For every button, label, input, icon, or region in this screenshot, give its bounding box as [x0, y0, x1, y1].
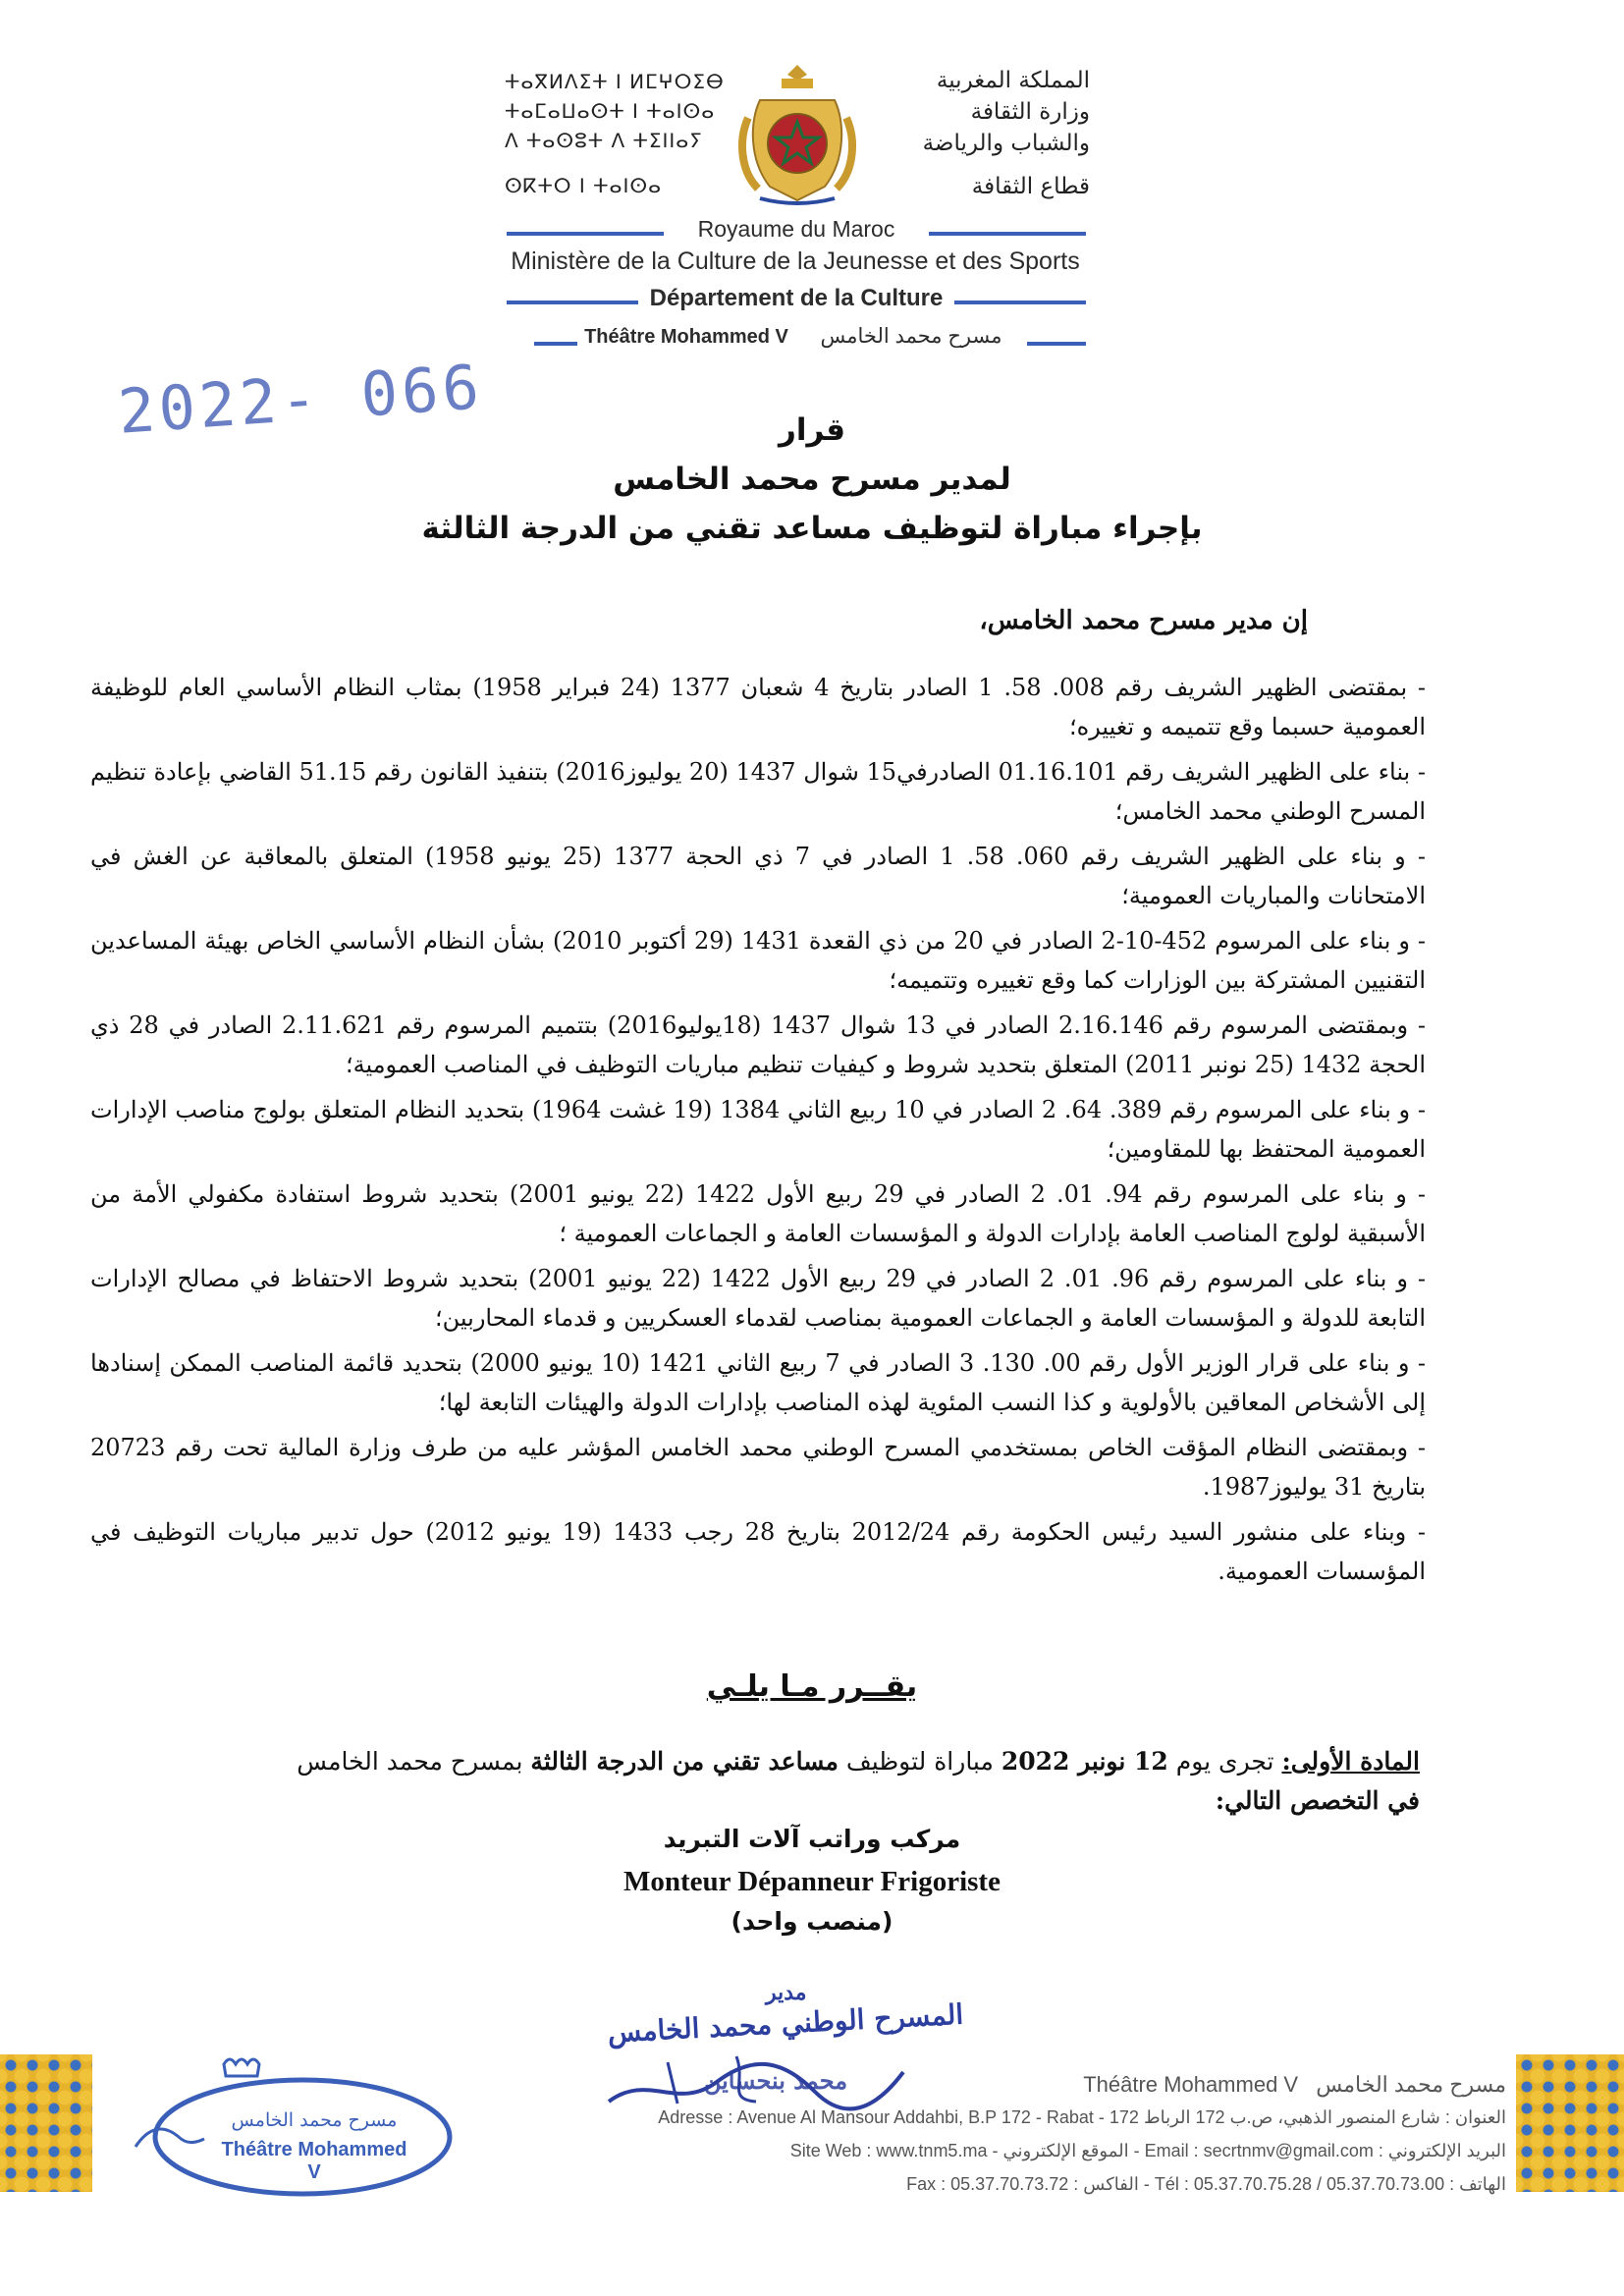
specialty-label: في التخصص التالي:: [1215, 1786, 1420, 1815]
consideration-item: - بمقتضى الظهير الشريف رقم 008. 58. 1 الصادر بتاريخ 4 شعبان 1377 (24 فبراير 1958) بمثاب النظام الأساسي العام للوظيفة العمومية حسبما وقع تتميمه و تغييره؛: [90, 674, 1427, 740]
decorative-pattern-right: [1516, 2054, 1624, 2192]
tifinagh-line: ⴷ ⵜⴰⵙⵓⵜ ⴷ ⵜⵉⵏⵏⴰⵢ: [505, 129, 703, 152]
article-text: تجرى يوم: [1175, 1747, 1274, 1776]
consideration-item: - بناء على الظهير الشريف رقم 01.16.101 الصادرفي15 شوال 1437 (20 يوليوز2016) بتنفيذ القانون رقم 51.15 القاضي بإعادة تنظيم المسرح الوطني محمد الخامس؛: [90, 758, 1427, 825]
specialty-fr: Monteur Dépanneur Frigoriste: [623, 1866, 1001, 1897]
arabic-header-line: والشباب والرياضة: [922, 131, 1090, 156]
footer-phone-fax: Fax : 05.37.70.73.72 : الفاكس - Tél : 05.37.70.75.28 / 05.37.70.73.00 : الهاتف: [906, 2174, 1506, 2194]
tifinagh-line: ⵜⴰⴳⵍⴷⵉⵜ ⵏ ⵍⵎⵖⵔⵉⴱ: [505, 70, 725, 93]
consideration-item: - وبناء على منشور السيد رئيس الحكومة رقم 2012/24 بتاريخ 28 رجب 1433 (19 يونيو 2012) حول تدبير مباريات التوظيف في المؤسسات العمومية.: [90, 1518, 1427, 1585]
considerations-list: [90, 668, 1426, 1597]
tifinagh-header: [505, 67, 731, 200]
header-rule-right: [929, 232, 1086, 236]
consideration-item: - و بناء على الظهير الشريف رقم 060. 58. 1 الصادر في 7 ذي الحجة 1377 (25 يونيو 1958) المتعلق بالمعاقبة عن الغش في الامتحانات والمباريات العمومية؛: [90, 843, 1426, 909]
consideration-item: - وبمقتضى المرسوم رقم 2.16.146 الصادر في 13 شوال 1437 (18يوليو2016) بتتميم المرسوم رقم 2.11.621 الصادر في 28 ذي الحجة 1432 (25 نونبر 2011) المتعلق بتحديد شروط و كيفيات تنظيم مباريات التوظيف في المناصب العمومية؛: [90, 1011, 1426, 1078]
consideration-item: - و بناء على المرسوم 452-10-2 الصادر في 20 من ذي القعدة 1431 (29 أكتوبر 2010) بشأن النظام الأساسي الخاص بهيئة المساعدين التقنيين المشتركة بين الوزارات كما وقع تغييره وتتميمه؛: [90, 927, 1426, 994]
specialty-ar: مركب وراتب آلات التبريد: [663, 1825, 961, 1853]
tifinagh-line: ⵙⴽⵜⵔ ⵏ ⵜⴰⵏⵙⴰ: [505, 174, 663, 197]
arabic-header: [864, 65, 1090, 202]
signatory-name: محمد بنحساين: [703, 2066, 848, 2095]
signature-role: المسرح الوطني محمد الخامس: [607, 1997, 964, 2050]
header-rule-left: [507, 232, 664, 236]
footer-web-email: Site Web : www.tnm5.ma - الموقع الإلكتروني - Email : secrtnmv@gmail.com : البريد الإلكتروني: [789, 2141, 1506, 2160]
header-rule-left: [534, 342, 577, 346]
header-rule-left: [507, 301, 638, 304]
positions-count: (منصب واحد): [731, 1907, 893, 1936]
arabic-header-line: وزارة الثقافة: [970, 99, 1090, 125]
competition-date: 12 نونبر 2022: [1001, 1747, 1168, 1776]
ministry-label: Ministère de la Culture de la Jeunesse et des Sports: [511, 247, 1080, 275]
header-rule-right: [954, 301, 1086, 304]
theatre-logo: [128, 2052, 461, 2200]
article-text: بمسرح محمد الخامس: [297, 1747, 523, 1776]
consideration-item: - و بناء على المرسوم رقم 96. 01. 2 الصادر في 29 ربيع الأول 1422 (22 يونيو 2001) بتحديد شروط الاحتفاظ في مصالح الإدارات التابعة للدولة و المؤسسات العامة و الجماعات العمومية بمناصب لقدماء العسكريين و قدماء المحاربين؛: [90, 1265, 1427, 1332]
consideration-item: - و بناء على المرسوم رقم 94. 01. 2 الصادر في 29 ربيع الأول 1422 (22 يونيو 2001) بتحديد شروط استفادة مكفولي الأمة من الأسبقية لولوج المناصب العامة بإدارات الدولة و المؤسسات العامة و الجماعات العمومية ؛: [90, 1180, 1427, 1247]
coat-of-arms-logo: [731, 61, 864, 208]
document-subject: بإجراء مباراة لتوظيف مساعد تقني من الدرجة الثالثة: [421, 511, 1203, 546]
kingdom-label: Royaume du Maroc: [697, 216, 895, 242]
theatre-label-ar: مسرح محمد الخامس: [820, 325, 1002, 348]
consideration-item: - وبمقتضى النظام المؤقت الخاص بمستخدمي المسرح الوطني محمد الخامس المؤشر عليه من طرف وزارة المالية تحت رقم 20723 بتاريخ 31 يوليوز1987.: [90, 1434, 1427, 1501]
article-label: المادة الأولى:: [1281, 1747, 1420, 1776]
footer-theatre-ar: مسرح محمد الخامس: [1316, 2072, 1506, 2097]
logo-text-fr: Théâtre Mohammed V: [221, 2139, 407, 2183]
department-label: Département de la Culture: [649, 285, 944, 311]
intro-line: إن مدير مسرح محمد الخامس،: [979, 606, 1308, 635]
position-title: مساعد تقني من الدرجة الثالثة: [530, 1747, 839, 1776]
article-text: مباراة لتوظيف: [845, 1747, 994, 1776]
decorative-pattern-left: [0, 2054, 92, 2192]
footer-theatre-name: [1021, 2072, 1506, 2098]
document-subtitle: لمدير مسرح محمد الخامس: [613, 462, 1011, 497]
footer-theatre-fr: Théâtre Mohammed V: [1083, 2072, 1299, 2097]
decides-heading: يقــرر مـا يلـي: [706, 1669, 918, 1704]
tifinagh-line: ⵜⴰⵎⴰⵡⴰⵙⵜ ⵏ ⵜⴰⵏⵙⴰ: [505, 99, 716, 123]
consideration-item: - و بناء على قرار الوزير الأول رقم 00. 130. 3 الصادر في 7 ربيع الثاني 1421 (10 يونيو 2000) بتحديد قائمة المناصب الممكن إسنادها إلى الأشخاص المعاقين بالأولوية و كذا النسب المئوية لهذه المناصب بإدارات الدولة والهيئات التابعة لها؛: [90, 1349, 1426, 1416]
reference-number-stamp: 2022- 066: [115, 351, 486, 448]
signature-role-small: مدير: [766, 1980, 807, 2005]
arabic-header-line: قطاع الثقافة: [971, 174, 1090, 199]
logo-text-ar: مسرح محمد الخامس: [231, 2109, 398, 2131]
article-one: [147, 1742, 1420, 1821]
footer-address: Adresse : Avenue Al Mansour Addahbi, B.P 172 - Rabat - 172 العنوان : شارع المنصور الذهبي، ص.ب 172 الرباط: [658, 2107, 1506, 2127]
theatre-label-fr: Théâtre Mohammed V: [584, 326, 788, 348]
document-title: قرار: [778, 412, 846, 448]
arabic-header-line: المملكة المغربية: [936, 68, 1090, 93]
header-rule-right: [1027, 342, 1086, 346]
consideration-item: - و بناء على المرسوم رقم 389. 64. 2 الصادر في 10 ربيع الثاني 1384 (19 غشت 1964) بتحديد النظام المتعلق بولوج مناصب الإدارات العمومية المحتفظ بها للمقاومين؛: [90, 1096, 1427, 1163]
